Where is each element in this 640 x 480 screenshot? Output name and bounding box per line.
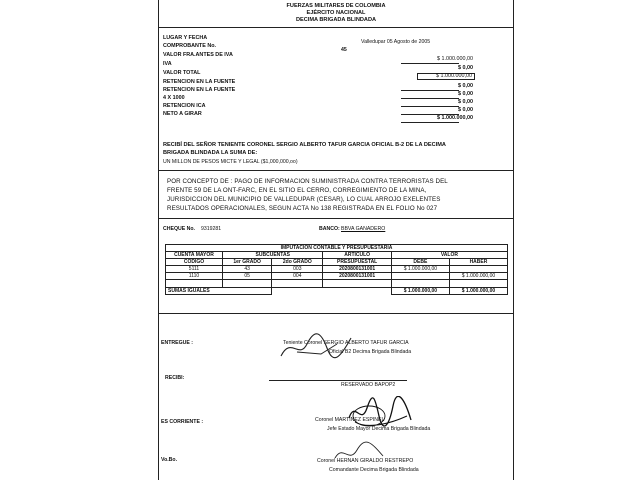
concept-line-4: RESULTADOS OPERACIONALES, SEGUN ACTA No 138 REGISTRADA EN EL FOLIO No 027 [167,205,438,212]
entregue-label: ENTREGUE : [161,340,193,346]
cell-codigo: 5111 [166,266,223,273]
cell-2do-grado: 004 [272,273,323,280]
amount-rule [401,114,459,115]
column-header: 2do GRADO [272,259,323,266]
cell-haber: $ 1.000.000,00 [449,273,507,280]
sumas-haber: $ 1.000.000,00 [449,288,507,295]
sumas-label: SUMAS IGUALES [166,288,272,295]
divider [159,170,513,171]
corriente-label: ES CORRIENTE : [161,419,204,425]
label-retencion-fuente-2: RETENCION EN LA FUENTE [163,87,236,93]
cell-debe [391,273,449,280]
column-header: HABER [449,259,507,266]
table-spacer-row [166,280,508,288]
cell-presupuestal: 2020800131001 [323,273,391,280]
cell-codigo: 1110 [166,273,223,280]
received-line-1: RECIBÍ DEL SEÑOR TENIENTE CORONEL SERGIO ALBERTO TAFUR GARCIA OFICIAL B-2 DE LA DECIMA [163,142,446,148]
vobo-signature [331,438,387,466]
entregue-signature [277,326,357,366]
amount-rule [401,63,459,64]
voucher-page [158,0,514,480]
cell-2do-grado: 003 [272,266,323,273]
recibi-signature-line [269,380,407,381]
value-4x1000: $ 0,00 [458,99,473,105]
received-line-2: BRIGADA BLINDADA LA SUMA DE: [163,150,258,156]
vobo-title: Comandante Decima Brigada Blindada [329,467,419,473]
cheque-number: 9319281 [201,226,222,232]
bank-name: BBVA GANADERO [341,226,386,232]
concept-text [167,177,511,213]
concept-line-2: FRENTE 59 DE LA ONT-FARC, EN EL SITIO EL CERRO, CORREGIMIENTO DE LA MINA, [167,187,427,194]
column-header: PRESUPUESTAL [323,259,391,266]
amount-rule [401,106,459,107]
imputacion-table [165,244,508,295]
concept-line-1: POR CONCEPTO DE : PAGO DE INFORMACION SUMINISTRADA CONTRA TERRORISTAS DEL [167,178,448,185]
value-neto-a-girar: $ 1.000.000,00 [437,115,473,121]
header-cuenta-mayor: CUENTA MAYOR [166,252,223,259]
cell-debe: $ 1.000.000,00 [391,266,449,273]
concept-line-3: JURISDICCION DEL MUNICIPIO DE VALLEDUPAR (CESAR), LO CUAL ARROJO EXELENTES [167,196,441,203]
header-line-2: EJÉRCITO NACIONAL [306,10,366,16]
cell-1er-grado: 05 [223,273,272,280]
cell-1er-grado: 43 [223,266,272,273]
label-comprobante: COMPROBANTE No. [163,43,217,49]
header-line-3: DECIMA BRIGADA BLINDADA [295,17,377,23]
amount-rule [401,122,459,123]
sumas-debe: $ 1.000.000,00 [391,288,449,295]
value-retencion-ica: $ 0,00 [458,107,473,113]
value-iva: $ 0,00 [458,65,473,71]
header-subcuentas: SUBCUENTAS [223,252,323,259]
value-retencion-fuente-2: $ 0,00 [458,91,473,97]
cell-presupuestal: 2020800131001 [323,266,391,273]
table-column-header-row [166,259,508,266]
label-valor-total: VALOR TOTAL [163,70,201,76]
label-4x1000: 4 X 1000 [163,95,185,101]
value-retencion-fuente-1: $ 0,00 [458,83,473,89]
corriente-name: Coronel MARTINEZ ESPINEL [315,417,385,423]
label-retencion-fuente-1: RETENCION EN LA FUENTE [163,79,236,85]
amount-rule [401,90,459,91]
table-group-header-row [166,252,508,259]
recibi-label: RECIBI: [165,375,185,381]
table-title: IMPUTACION CONTABLE Y PRESUPUESTARIA [166,245,508,252]
label-lugar: LUGAR Y FECHA [163,35,208,41]
table-row [166,266,508,273]
divider [159,27,513,28]
vobo-label: Vo.Bo. [161,457,178,463]
column-header: 1er GRADO [223,259,272,266]
value-valor-antes-iva: $ 1.000.000,00 [437,56,473,62]
corriente-signature [345,396,415,432]
label-iva: IVA [163,61,172,67]
entregue-name: Teniente Coronel SERGIO ALBERTO TAFUR GARCIA [283,340,409,346]
value-valor-total: $ 1.000.000,00 [417,73,475,80]
label-valor-antes-iva: VALOR FRA.ANTES DE IVA [163,52,233,58]
amount-rule [401,98,459,99]
table-title-row [166,245,508,252]
label-neto-a-girar: NETO A GIRAR [163,111,202,117]
received-line-3: UN MILLON DE PESOS MICTE Y LEGAL ($1,000,000,oo) [163,159,298,165]
table-sumas-row [166,288,508,295]
bank-label: BANCO: [319,226,340,232]
vobo-name: Coronel HERNAN GIRALDO RESTREPO [317,458,414,464]
header-line-1: FUERZAS MILITARES DE COLOMBIA [286,3,386,9]
header-articulo: ARTICULO [323,252,391,259]
recibi-name: RESERVADO BAPOP2 [341,382,396,388]
corriente-title: Jefe Estado Mayor Decima Brigada Blindada [327,426,431,432]
label-retencion-ica: RETENCION ICA [163,103,206,109]
column-header: DEBE [391,259,449,266]
column-header: CODIGO [166,259,223,266]
value-comprobante: 45 [341,47,347,53]
divider [159,218,513,219]
divider [159,313,513,314]
entregue-title: Oficial B2 Decima Brigada Blindada [329,349,412,355]
header-valor: VALOR [391,252,507,259]
table-row [166,273,508,280]
value-lugar: Valledupar 05 Agosto de 2005 [361,39,431,45]
cheque-label: CHEQUE No. [163,226,195,232]
cell-haber [449,266,507,273]
